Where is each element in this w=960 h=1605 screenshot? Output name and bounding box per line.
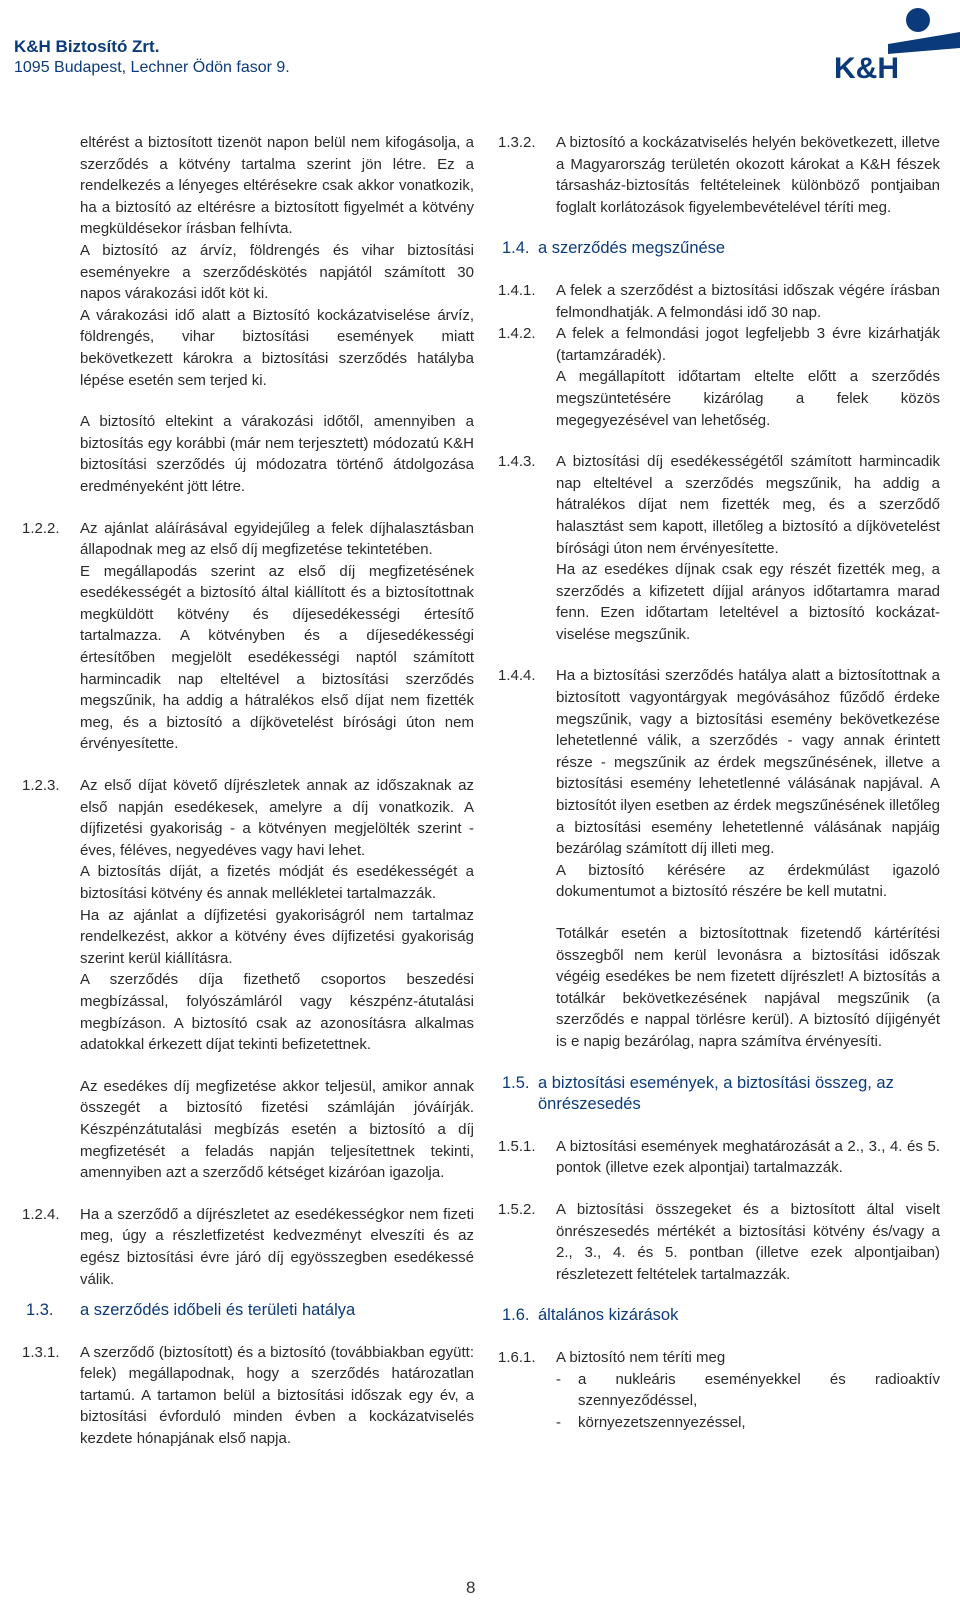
section-title: a biztosítási események, a biztosítási összeg, az önrészesedés xyxy=(538,1073,894,1114)
item-number: 1.4.4. xyxy=(498,667,536,685)
section-heading-1-3 xyxy=(22,1300,474,1322)
section-heading-1-5 xyxy=(498,1073,940,1116)
paragraph: A biztosítási összegeket és a biztosított által viselt önrészesedés mértékét a biztosítási kötvény és/vagy a 2., 3., 4. és 5. pontban (illetve ezek alpontjaiban) részletezett feltételek tartalmazzák. xyxy=(556,1200,940,1283)
section-number: 1.3. xyxy=(26,1301,54,1320)
item-number: 1.4.2. xyxy=(498,325,536,343)
section-heading-1-4 xyxy=(498,238,940,260)
item-number: 1.5.1. xyxy=(498,1137,536,1155)
paragraph: A biztosítási díj esedékességétől számított harmincadik nap elteltével a szerződés megszűnik, ha addig a hátralékos díjat nem fizették meg, és a szerződő halasztást sem kapott, illetőleg a biztosító a díjkövetelést bírósági úton nem érvényesítette. xyxy=(556,453,940,557)
right-column xyxy=(498,132,940,1433)
paragraph: eltérést a biztosított tizenöt napon belül nem kifogásolja, a szerződés a kötvény tartalma szerint jön létre. Ez a rendelkezés a lényeges eltérésekre csak akkor vonatkozik, ha a biztosító az eltérésre a biztosított figyelmét a kötvény megküldésekor írásban felhívta. xyxy=(80,134,474,238)
item-number: 1.3.1. xyxy=(22,1343,60,1361)
item-1-4-2 xyxy=(498,323,940,431)
dash-item-text: a nukleáris eseményekkel és radioaktív szennyeződéssel, xyxy=(578,1370,940,1410)
paragraph: A biztosító nem téríti meg xyxy=(556,1348,726,1366)
paragraph: Az első díjat követő díjrészletek annak az időszaknak az első napján esedékesek, amelyre a díj vonatkozik. A díjfizetési gyakoriság - a kötvényen megjelölték szerint - éves, féléves, negyedéves vagy havi lehet. xyxy=(80,777,474,859)
paragraph: A biztosító eltekint a várakozási időtől, amennyiben a biztosítás egy korábbi (már nem terjesztett) módozatú K&H biztosítási szerződés új módozatra történő átdolgozása eredményeként jött létre. xyxy=(80,413,474,495)
section-title: a szerződés időbeli és területi hatálya xyxy=(80,1301,356,1320)
item-number: 1.2.3. xyxy=(22,777,60,795)
item-number: 1.2.4. xyxy=(22,1205,60,1223)
section-heading-1-6 xyxy=(498,1305,940,1327)
dash-bullet: - xyxy=(556,1413,561,1431)
item-1-5-1 xyxy=(498,1136,940,1179)
item-1-4-3 xyxy=(498,451,940,645)
paragraph: A megállapított időtartam eltelte előtt a szerződés megszüntetésére kizárólag a felek közös megegyezésével van lehetőség. xyxy=(556,368,940,429)
paragraph: A biztosító kérésére az érdekmúlást igazoló dokumentumot a biztosító részére be kell mutatni. xyxy=(556,861,940,901)
paragraph: Ha a biztosítási szerződés hatálya alatt a biztosítottnak a biztosított vagyontárgyak megóvásához fűződő érdeke megszűnik, vagy a biztosítási esemény bekövetkezése lehetetlenné válik, a szerződés - vagy annak érintett része - megszűnik az érdek megszűnésének, illetve a biztosítási esemény lehetetlenné válásának napjával. A biztosítót ilyen esetben az érdek megszűnésének illetőleg a biztosítási esemény lehetetlenné válásának napjáig bezárólag számított díj illeti meg. xyxy=(556,667,940,858)
kh-logo xyxy=(834,2,960,85)
paragraph: Totálkár esetén a biztosítottnak fizetendő kártérítési összegből nem kerül levonásra a biztosítási időszak végéig esedékes be nem fizetett díjrészlet! A biztosítás a totálkár bekövetkezésének napjával megszűnik (a szerződés e nappal törlésre kerül). A biztosító díjigényét is e napig bezárólag, napra számítva érvényesíti. xyxy=(556,925,940,1050)
dash-list-item xyxy=(556,1412,940,1434)
item-1-3-1 xyxy=(22,1342,474,1450)
dash-item-text: környezetszennyezéssel, xyxy=(578,1413,746,1431)
item-number: 1.6.1. xyxy=(498,1348,536,1366)
section-title: a szerződés megszűnése xyxy=(538,239,726,258)
item-1-2-2 xyxy=(22,518,474,756)
paragraph: A szerződő (biztosított) és a biztosító (továbbiakban együtt: felek) megállapodnak, hogy a szerződés határozatlan tartamú. A tartamon belül a biztosítási időszak egy év, a biztosítási évforduló minden évben a kockázatviselés kezdete hónapjának első napja. xyxy=(80,1343,474,1448)
paragraph: Az ajánlat aláírásával egyidejűleg a felek díjhalasztásban állapodnak meg az első díj megfizetése tekintetében. xyxy=(80,519,474,559)
section-title: általános kizárások xyxy=(538,1306,679,1325)
section-number: 1.4. xyxy=(502,239,530,258)
paragraph: A biztosítás díját, a fizetés módját és esedékességét a biztosítási kötvény és annak mellékletei tartalmazzák. xyxy=(80,863,474,902)
paragraph: E megállapodás szerint az első díj megfizetésének esedékességét a biztosító által kiállított és a biztosítottnak megküldött kötvény és díjesedékességi értesítő tartalmazza. A kötvényben és a díjesedékességi értesítőben megjelölt esedékességi naptól számított harmincadik nap elteltével a biztosítási szerződés megszűnik, ha addig a hátralékos első díjat nem fizették meg, és a biztosító a díjkövetelést bírósági úton nem érvényesítette. xyxy=(80,562,474,753)
dash-bullet: - xyxy=(556,1370,561,1388)
item-1-2-3 xyxy=(22,775,474,1184)
company-address: 1095 Budapest, Lechner Ödön fasor 9. xyxy=(14,59,290,76)
page-number: 8 xyxy=(466,1578,476,1597)
paragraph: A felek a szerződést a biztosítási időszak végére írásban felmondhatják. A felmondási idő 30 nap. xyxy=(556,281,940,321)
paragraph: A szerződés díja fizethető csoportos beszedési megbízással, folyószámláról vagy készpénz-átutalási megbízáson. A biztosító csak az azonosításra alkalmas adatokkal érkezett díjat tekinti befizetettnek. xyxy=(80,971,474,1054)
item-number: 1.3.2. xyxy=(498,134,536,151)
section-number: 1.5. xyxy=(502,1073,530,1092)
item-number: 1.4.1. xyxy=(498,281,536,299)
paragraph: Az esedékes díj megfizetése akkor teljesül, amikor annak összegét a biztosító fizetési számláján jóváírják. Készpénzátutalási megbízás esetén a biztosító a díj megfizetését a feladás napján teljesítettnek tekinti, amennyiben azt a szerződő kétséget kizáróan igazolja. xyxy=(80,1077,474,1182)
item-1-3-2 xyxy=(498,132,940,218)
paragraph: Ha az esedékes díjnak csak egy részét fizették meg, a szerződés a kifizetett díjjal arányos időtartamra marad fenn. Ezen időtartam leteltével a biztosító kockázat-viselése megszűnik. xyxy=(556,561,940,643)
paragraph: A biztosító az árvíz, földrengés és vihar biztosítási eseményekre a szerződéskötés napjától számított 30 napos várakozási időt köt ki. xyxy=(80,241,474,303)
logo-text: K&H xyxy=(834,52,899,85)
company-name: K&H Biztosító Zrt. xyxy=(14,37,160,56)
page-header xyxy=(14,36,290,78)
intro-block xyxy=(80,132,474,498)
item-number: 1.2.2. xyxy=(22,519,60,537)
paragraph: A várakozási idő alatt a Biztosító kockázatviselése árvíz, földrengés, vihar biztosítási események miatt bekövetkezett károkra a biztosítási szerződés hatályba lépése esetén sem terjed ki. xyxy=(80,306,474,389)
item-1-4-1 xyxy=(498,280,940,323)
section-number: 1.6. xyxy=(502,1306,530,1325)
paragraph: A felek a felmondási jogot legfeljebb 3 évre kizárhatják (tartamzáradék). xyxy=(556,325,940,364)
paragraph: Ha a szerződő a díjrészletet az esedékességkor nem fizeti meg, úgy a részletfizetést kedvezményt elveszíti és az egész biztosítási évre járó díj egyösszegben esedékessé válik. xyxy=(80,1205,474,1288)
paragraph: Ha az ajánlat a díjfizetési gyakoriságról nem tartalmaz rendelkezést, akkor a kötvény éves díjfizetési gyakoriság szerint kerül kiállításra. xyxy=(80,906,474,967)
logo-mark xyxy=(888,8,960,54)
paragraph: A biztosító a kockázatviselés helyén bekövetkezett, illetve a Magyarország területén okozott károkat a K&H fészek társasház-biztosítás feltételeinek különböző pontjaiban foglalt korlátozások figyelembevételével téríti meg. xyxy=(556,134,940,216)
paragraph: A biztosítási események meghatározását a 2., 3., 4. és 5. pontok (illetve ezek alpontjai) tartalmazzák. xyxy=(556,1137,940,1177)
item-1-5-2 xyxy=(498,1199,940,1285)
left-column xyxy=(22,132,474,1450)
item-1-6-1 xyxy=(498,1347,940,1433)
item-number: 1.4.3. xyxy=(498,453,536,471)
item-1-4-4 xyxy=(498,665,940,1052)
item-1-2-4 xyxy=(22,1204,474,1290)
dash-list-item xyxy=(556,1369,940,1412)
item-number: 1.5.2. xyxy=(498,1200,536,1218)
